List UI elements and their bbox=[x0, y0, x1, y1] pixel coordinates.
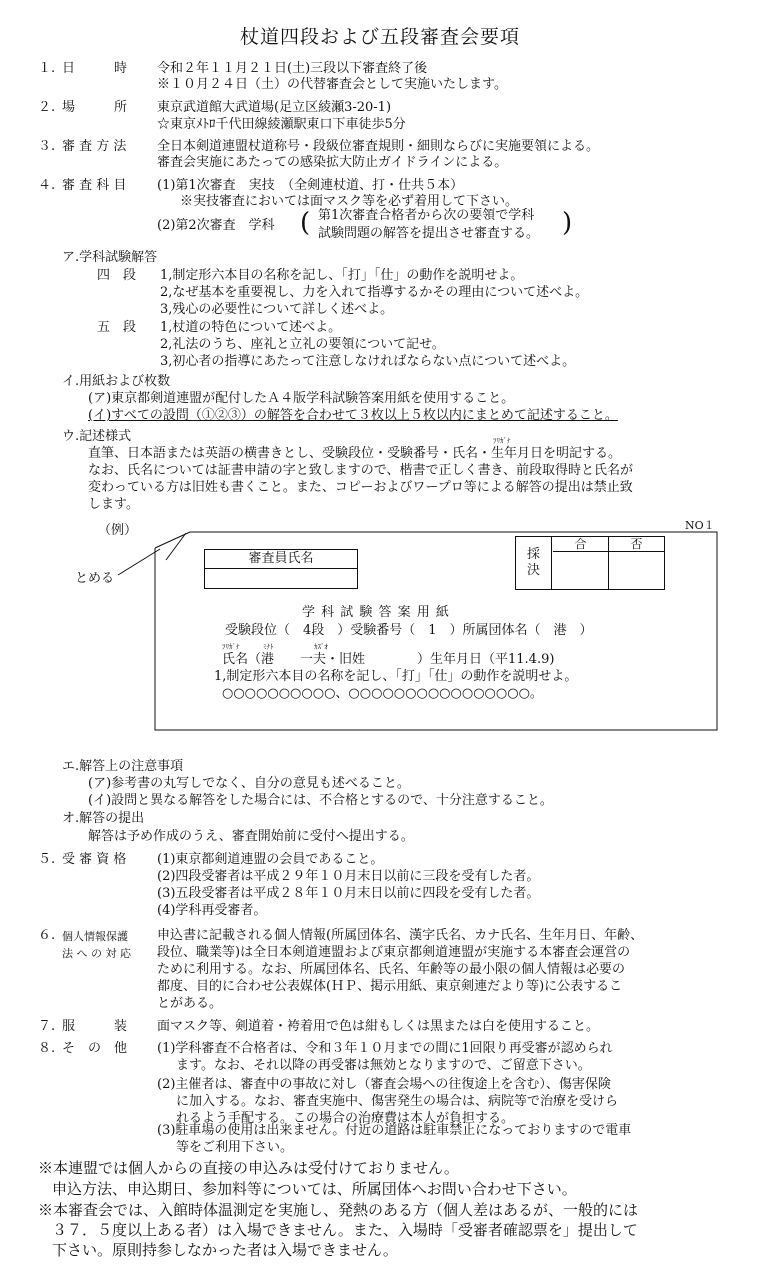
answer-sheet-name: 氏名（港 一夫・旧姓 ）生年月日（平11.4.9) bbox=[222, 652, 555, 667]
section-6-line5: とがある。 bbox=[157, 996, 223, 1011]
section-4-line1: (1)第1次審査 実技 （全剣連杖道、打・仕共５本） bbox=[157, 178, 464, 193]
section-6-line2: 段位、職業等)は全日本剣道連盟および東京都剣道連盟が実施する本審査会運営の bbox=[157, 945, 631, 960]
section-3-label: 審 査 方 法 bbox=[62, 139, 127, 154]
note-2: 申込方法、申込期日、参加料等については、所属団体へお問い合わせ下さい。 bbox=[52, 1180, 577, 1198]
section-7-label: 服 装 bbox=[62, 1019, 128, 1034]
subsection-o-line1: 解答は予め作成のうえ、審査開始前に受付へ提出する。 bbox=[88, 829, 414, 844]
decision-divider bbox=[608, 551, 609, 589]
section-4-label: 審 査 科 目 bbox=[62, 178, 127, 193]
section-7-number: ７. bbox=[38, 1019, 56, 1034]
section-8-line6: (3)駐車場の使用は出来ません。付近の道路は駐車禁止になっておりますので電車 bbox=[157, 1123, 632, 1138]
section-2-line1: 東京武道館大武道場(足立区綾瀬3-20-1) bbox=[157, 100, 392, 115]
section-2-line2: ☆東京ﾒﾄﾛ千代田線綾瀬駅東口下車徒歩5分 bbox=[157, 117, 406, 132]
godan-q2: 2,礼法のうち、座礼と立礼の要領について記せ。 bbox=[160, 337, 445, 352]
section-5-label: 受 審 資 格 bbox=[62, 852, 127, 867]
name-ruby-minato: ﾐﾅﾄ bbox=[263, 643, 274, 651]
section-8-line2: ます。なお、それ以降の再受審は無効となりますので、ご留意下さい。 bbox=[176, 1058, 591, 1073]
note-1: ※本連盟では個人からの直接の申込みは受付けておりません。 bbox=[38, 1159, 459, 1177]
yondan-label: 四 段 bbox=[97, 268, 137, 283]
decision-label: 採 決 bbox=[516, 537, 552, 589]
name-ruby-furigana: ﾌﾘｶﾞﾅ bbox=[222, 643, 240, 651]
godan-q1: 1,杖道の特色について述べよ。 bbox=[160, 320, 342, 335]
subsection-u-line2: なお、氏名については証書申請の字と致しますので、楷書で正しく書き、前段取得時と氏名が bbox=[88, 463, 633, 478]
answer-sheet-circles: ○○○○○○○○○○、○○○○○○○○○○○○○○○○。 bbox=[222, 686, 543, 701]
subsection-e-head: エ.解答上の注意事項 bbox=[62, 759, 184, 774]
section-1-label: 日 時 bbox=[62, 61, 128, 76]
yondan-q3: 3,残心の必要性について詳しく述べよ。 bbox=[160, 302, 394, 317]
section-4-bracket-line2: 試験問題の解答を提出させ審査する。 bbox=[318, 226, 540, 241]
section-6-number: ６. bbox=[38, 928, 56, 943]
page-title: 杖道四段および五段審査会要項 bbox=[239, 26, 520, 48]
section-4-line3: (2)第2次審査 学科 bbox=[157, 218, 275, 233]
subsection-e-line2: (イ)設問と異なる解答をした場合には、不合格とするので、十分注意すること。 bbox=[88, 793, 553, 808]
section-5-line2: (2)四段受審者は平成２９年１０月末日以前に三段を受有した者。 bbox=[157, 869, 540, 884]
subsection-u-line3: 変わっている方は旧姓も書くこと。また、コピーおよびワープロ等による解答の提出は禁止致 bbox=[88, 480, 633, 495]
bracket-left: ( bbox=[300, 208, 311, 238]
note-4: ３７．５度以上ある者）は入場できません。また、入場時「受審者確認票を」提出して bbox=[52, 1221, 638, 1239]
section-8-label: そ の 他 bbox=[62, 1041, 128, 1056]
note-5: 下さい。原則持参しなかった者は入場できません。 bbox=[52, 1241, 398, 1259]
godan-label: 五 段 bbox=[97, 320, 137, 335]
subsection-e-line1: (ア)参考書の丸写しでなく、自分の意見も述べること。 bbox=[88, 776, 410, 791]
section-5-line3: (3)五段受審者は平成２８年１０月末日以前に四段を受有した者。 bbox=[157, 886, 540, 901]
example-label: （例） bbox=[98, 523, 138, 538]
name-ruby-kazuo: ｶｽﾞｵ bbox=[314, 643, 328, 651]
section-5-number: ５. bbox=[38, 852, 56, 867]
section-2-label: 場 所 bbox=[62, 100, 128, 115]
subsection-u-line4: します。 bbox=[88, 497, 139, 512]
examiner-name-box bbox=[204, 549, 358, 589]
section-4-line2: ※実技審査においては面マスク等を必ず着用して下さい。 bbox=[180, 194, 519, 209]
subsection-i-line1: (ア)東京都剣道連盟が配付したＡ４版学科試験答案用紙を使用すること。 bbox=[88, 391, 515, 406]
section-1-number: １. bbox=[38, 61, 56, 76]
sheet-number: NO１ bbox=[685, 519, 715, 532]
examiner-name-label: 審査員氏名 bbox=[205, 550, 357, 569]
subsection-o-head: オ.解答の提出 bbox=[62, 811, 145, 826]
subsection-a-head: ア.学科試験解答 bbox=[62, 250, 158, 265]
subsection-u-line1: 直筆、日本語または英語の横書きとし、受験段位・受験番号・氏名・生年月日を明記する。 bbox=[88, 446, 622, 461]
section-5-line4: (4)学科再受審者。 bbox=[157, 903, 267, 918]
decision-box bbox=[515, 536, 665, 590]
section-6-line4: 都度、目的に合わせ公表媒体(ＨＰ、掲示用紙、東京剣連だより等)に公表するこ bbox=[157, 979, 623, 994]
subsection-i-head: イ.用紙および枚数 bbox=[62, 374, 171, 389]
furigana-ruby: ﾌﾘｶﾞﾅ bbox=[493, 437, 511, 445]
subsection-u-head: ウ.記述様式 bbox=[62, 429, 132, 444]
answer-sheet-question: 1,制定形六本目の名称を記し、「打」「仕」の動作を説明せよ。 bbox=[214, 669, 578, 684]
section-3-number: ３. bbox=[38, 139, 56, 154]
section-6-label2: 法 へ の 対 応 bbox=[62, 947, 131, 960]
answer-sheet-info: 受験段位（ 4段 ）受験番号（ 1 ）所属団体名（ 港 ） bbox=[225, 623, 593, 638]
section-8-line1: (1)学科審査不合格者は、令和３年１０月までの間に1回限り再受審が認められ bbox=[157, 1041, 613, 1056]
section-4-bracket-line1: 第1次審査合格者から次の要領で学科 bbox=[318, 208, 535, 223]
answer-sheet-heading: 学 科 試 験 答 案 用 紙 bbox=[302, 605, 450, 620]
staple-label: とめる bbox=[75, 571, 115, 586]
yondan-q1: 1,制定形六本目の名称を記し、「打」「仕」の動作を説明せよ。 bbox=[160, 268, 524, 283]
section-4-number: ４. bbox=[38, 178, 56, 193]
yondan-q2: 2,なぜ基本を重要視し、力を入れて指導するかその理由について述べよ。 bbox=[160, 285, 589, 300]
note-3: ※本審査会では、入館時体温測定を実施し、発熱のある方（個人差はあるが、一般的には bbox=[38, 1201, 639, 1219]
godan-q3: 3,初心者の指導にあたって注意しなければならない点について述べよ。 bbox=[160, 354, 576, 369]
section-6-line1: 申込書に記載される個人情報(所属団体名、漢字氏名、カナ氏名、生年月日、年齢、 bbox=[157, 928, 644, 943]
section-1-line1: 令和２年１１月２１日(土)三段以下審査終了後 bbox=[157, 61, 428, 76]
section-6-label1: 個人情報保護 bbox=[62, 930, 128, 943]
section-7-line1: 面マスク等、剣道着・袴着用で色は紺もしくは黒または白を使用すること。 bbox=[157, 1019, 600, 1034]
fail-label: 否 bbox=[609, 537, 664, 552]
section-8-line4: に加入する。なお、審査実施中、傷害発生の場合は、病院等で治療を受けら bbox=[176, 1094, 619, 1109]
section-3-line2: 審査会実施にあたっての感染拡大防止ガイドラインによる。 bbox=[157, 155, 508, 170]
section-8-line3: (2)主催者は、審査中の事故に対し（審査会場への往復途上を含む）、傷害保険 bbox=[157, 1077, 611, 1092]
bracket-right: ) bbox=[562, 208, 573, 238]
section-8-line5: れるよう手配する。この場合の治療費は本人が負担する。 bbox=[176, 1111, 515, 1126]
subsection-i-line2: (イ)すべての設問（①②③）の解答を合わせて３枚以上５枚以内にまとめて記述すること。 bbox=[88, 408, 618, 423]
section-8-number: ８. bbox=[38, 1041, 56, 1056]
section-5-line1: (1)東京都剣道連盟の会員であること。 bbox=[157, 852, 384, 867]
section-2-number: ２. bbox=[38, 100, 56, 115]
section-1-line2: ※１０月２４日（土）の代替審査会として実施いたします。 bbox=[157, 77, 507, 92]
section-6-line3: ために利用する。なお、所属団体名、氏名、年齢等の最小限の個人情報は必要の bbox=[157, 962, 626, 977]
section-8-line7: 等をご利用下さい。 bbox=[176, 1140, 294, 1155]
section-3-line1: 全日本剣道連盟杖道称号・段級位審査規則・細則ならびに実施要領による。 bbox=[157, 139, 600, 154]
pass-label: 合 bbox=[553, 537, 609, 552]
